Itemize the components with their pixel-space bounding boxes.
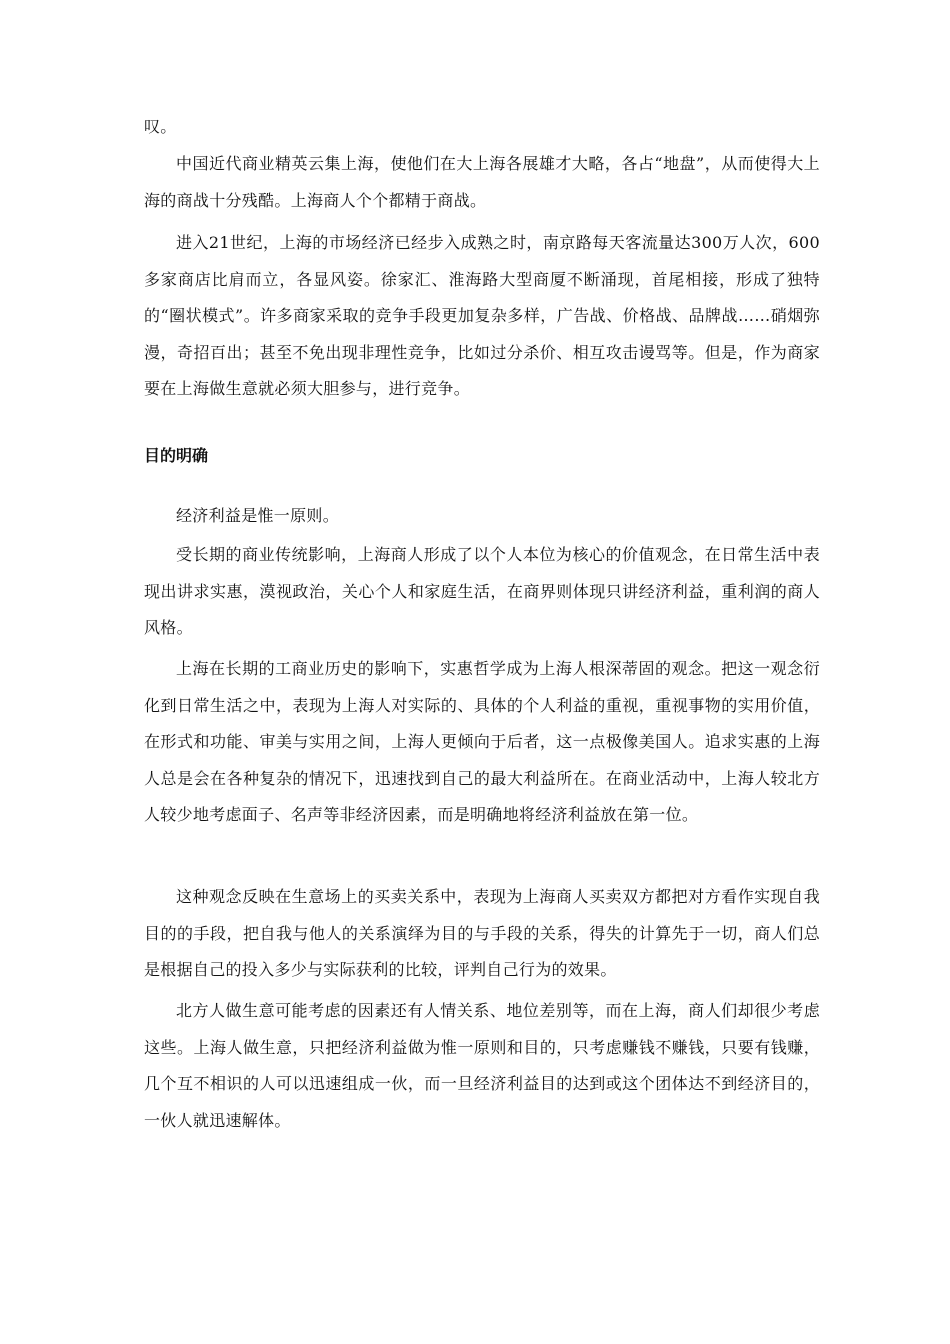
paragraph-buyer-seller-relations: 这种观念反映在生意场上的买卖关系中，表现为上海商人买卖双方都把对方看作实现自我目的的手段，把自我与他人的关系演绎为目的与手段的关系，得失的计算先于一切，商人们总是根据自己的投入多少与实际获利的比较，评判自己行为的效果。 (144, 887, 820, 979)
paragraph-pragmatism: 上海在长期的工商业历史的影响下，实惠哲学成为上海人根深蒂固的观念。把这一观念衍化到日常生活之中，表现为上海人对实际的、具体的个人利益的重视，重视事物的实用价值，在形式和功能、审美与实用之间，上海人更倾向于后者，这一点极像美国人。追求实惠的上海人总是会在各种复杂的情况下，迅速找到自己的最大利益所在。在商业活动中，上海人较北方人较少地考虑面子、名声等非经济因素，而是明确地将经济利益放在第一位。 (144, 659, 820, 824)
paragraph-shanghai-merchants: 中国近代商业精英云集上海，使他们在大上海各展雄才大略，各占“地盘”，从而使得大上海的商战十分残酷。上海商人个个都精于商战。 (144, 154, 820, 210)
paragraph-economic-principle: 经济利益是惟一原则。 (176, 506, 340, 525)
paragraph-north-vs-shanghai: 北方人做生意可能考虑的因素还有人情关系、地位差别等，而在上海，商人们却很少考虑这些。上海人做生意，只把经济利益做为惟一原则和目的，只考虑赚钱不赚钱，只要有钱赚，几个互不相识的人可以迅速组成一伙，而一旦经济利益目的达到或这个团体达不到经济目的，一伙人就迅速解体。 (144, 1001, 820, 1130)
paragraph-value-concept: 受长期的商业传统影响，上海商人形成了以个人本位为核心的价值观念，在日常生活中表现出讲求实惠，漠视政治，关心个人和家庭生活，在商界则体现只讲经济利益，重利润的商人风格。 (144, 545, 820, 637)
section-heading: 目的明确 (144, 446, 209, 465)
paragraph-continuation: 叹。 (144, 117, 177, 136)
paragraph-21st-century-market: 进入21世纪，上海的市场经济已经步入成熟之时，南京路每天客流量达300万人次，600多家商店比肩而立，各显风姿。徐家汇、淮海路大型商厦不断涌现，首尾相接，形成了独特的“圈状模式”。许多商家采取的竞争手段更加复杂多样，广告战、价格战、品牌战……硝烟弥漫，奇招百出；甚至不免出现非理性竞争，比如过分杀价、相互攻击谩骂等。但是，作为商家要在上海做生意就必须大胆参与，进行竞争。 (144, 233, 820, 398)
